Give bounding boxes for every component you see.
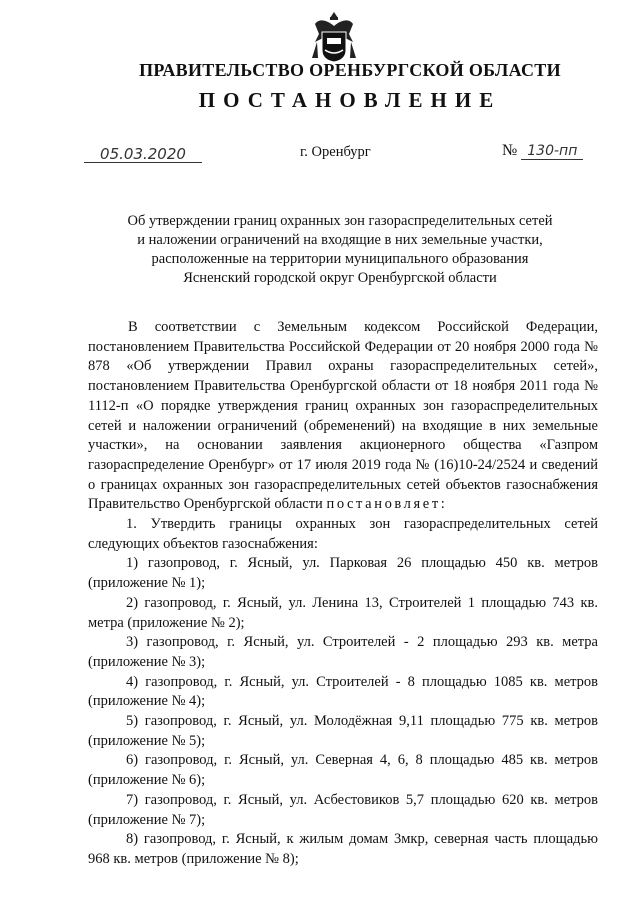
heading-line: расположенные на территории муниципального образования bbox=[151, 251, 529, 267]
clause-1: 1. Утвердить границы охранных зон газораспределительных сетей следующих объектов газоснабжения: bbox=[88, 516, 598, 552]
list-item: 3) газопровод, г. Ясный, ул. Строителей - 2 площадью 293 кв. метра (приложение № 3); bbox=[88, 634, 598, 670]
list-item: 4) газопровод, г. Ясный, ул. Строителей - 8 площадью 1085 кв. метров (приложение № 4); bbox=[88, 673, 598, 710]
decree-date: 05.03.2020 bbox=[84, 146, 202, 163]
preamble-paragraph bbox=[88, 318, 598, 515]
decree-heading bbox=[80, 212, 600, 288]
number-sign: № bbox=[502, 142, 518, 159]
document-type: ПОСТАНОВЛЕНИЕ bbox=[198, 88, 502, 112]
decree-body bbox=[88, 318, 598, 870]
preamble-text: В соответствии с Земельным кодексом Российской Федерации, постановлением Правительства Российской Федерации от 20 ноября 2000 года № 878 «Об утверждении Правил охраны газораспределительных сетей», постановлением Правительства Оренбургской области от 18 ноября 2011 года № 1112-п «О порядке утверждения границ охранных зон газораспределительных сетей и наложении ограничений (обременений) на входящие в них земельные участки», на основании заявления акционерного общества «Газпром газораспределение Оренбург» от 17 июля 2019 года № (16)10-24/2524 и сведений о границах охранных зон газораспределительных сетей объектов газоснабжения Правительство Оренбургской области bbox=[88, 319, 598, 513]
number-value: 130-пп bbox=[521, 143, 583, 160]
list-item: 7) газопровод, г. Ясный, ул. Асбестовиков 5,7 площадью 620 кв. метров (приложение № 7); bbox=[88, 791, 598, 828]
list-item: 6) газопровод, г. Ясный, ул. Северная 4, 6, 8 площадью 485 кв. метров (приложение № 6); bbox=[88, 752, 598, 789]
list-item: 5) газопровод, г. Ясный, ул. Молодёжная 9,11 площадью 775 кв. метров (приложение № 5); bbox=[88, 713, 598, 749]
heading-line: Ясненский городской округ Оренбургской области bbox=[183, 270, 497, 286]
heading-line: Об утверждении границ охранных зон газораспределительных сетей bbox=[127, 213, 553, 229]
org-title: ПРАВИТЕЛЬСТВО ОРЕНБУРГСКОЙ ОБЛАСТИ bbox=[139, 60, 561, 80]
heading-line: и наложении ограничений на входящие в них земельные участки, bbox=[137, 232, 543, 248]
decree-city: г. Оренбург bbox=[300, 144, 371, 160]
decrees-word: постановляет: bbox=[326, 496, 448, 513]
list-item: 1) газопровод, г. Ясный, ул. Парковая 26 площадью 450 кв. метров (приложение № 1); bbox=[88, 555, 598, 592]
decree-number bbox=[502, 142, 583, 160]
list-item: 8) газопровод, г. Ясный, к жилым домам 3мкр, северная часть площадью 968 кв. метров (приложение № 8); bbox=[88, 831, 598, 867]
list-item: 2) газопровод, г. Ясный, ул. Ленина 13, Строителей 1 площадью 743 кв. метра (приложение № 2); bbox=[88, 594, 598, 631]
coat-of-arms-icon bbox=[309, 8, 359, 66]
